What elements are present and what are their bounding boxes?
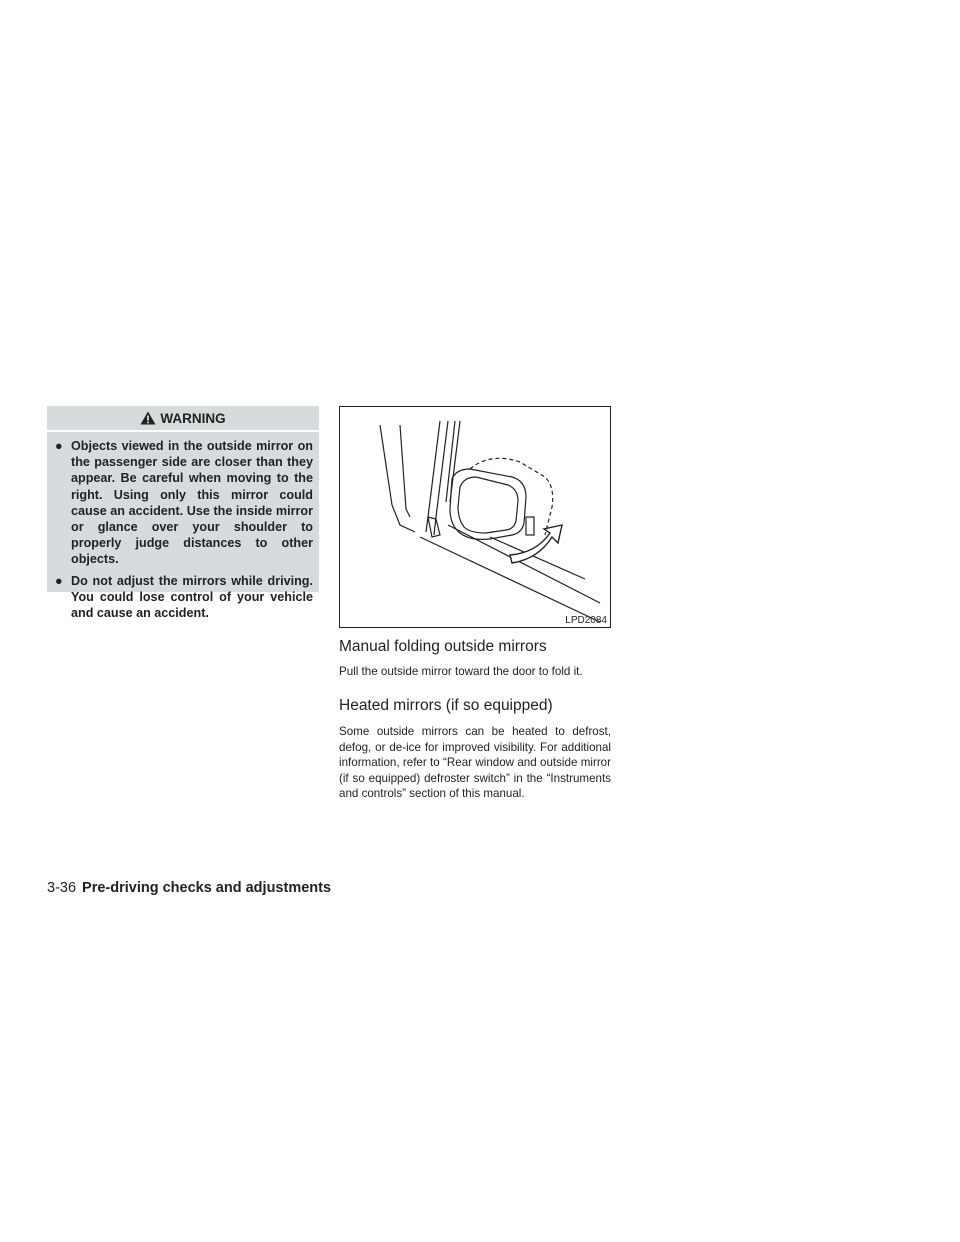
warning-item (55, 438, 313, 568)
section-body-manual-folding: Pull the outside mirror toward the door to fold it. (339, 665, 583, 678)
page-footer (47, 880, 331, 896)
warning-header (47, 406, 319, 432)
chapter-title: Pre-driving checks and adjustments (82, 880, 332, 896)
warning-title: WARNING (160, 410, 226, 426)
figure-code: LPD2084 (565, 615, 607, 626)
warning-item (55, 573, 313, 622)
page-number: 3-36 (47, 880, 77, 896)
section-body-heated-mirrors: Some outside mirrors can be heated to defrost, defog, or de-ice for improved visibility. For additional information, refer to “Rear window and outside mirror (if so equipped) defroster switch” in the “Instruments and controls” section of this manual. (339, 725, 611, 801)
bullet: ● (55, 573, 63, 588)
section-heading-heated-mirrors: Heated mirrors (if so equipped) (339, 697, 553, 714)
mirror-folding-illustration (339, 406, 611, 628)
mirror-illustration-drawing (340, 407, 610, 627)
warning-box (47, 406, 319, 621)
warning-item-text: Objects viewed in the outside mirror on the passenger side are closer than they appear. Be careful when moving to the right. Using only this mirror could cause an accident. Use the inside mirror or glance over your shoulder to properly judge distances to other objects. (71, 439, 313, 567)
warning-triangle-icon (140, 411, 156, 425)
section-heading-manual-folding: Manual folding outside mirrors (339, 638, 547, 655)
warning-item-text: Do not adjust the mirrors while driving. You could lose control of your vehicle and cause an accident. (71, 573, 313, 621)
warning-list (47, 432, 319, 621)
bullet: ● (55, 439, 63, 453)
